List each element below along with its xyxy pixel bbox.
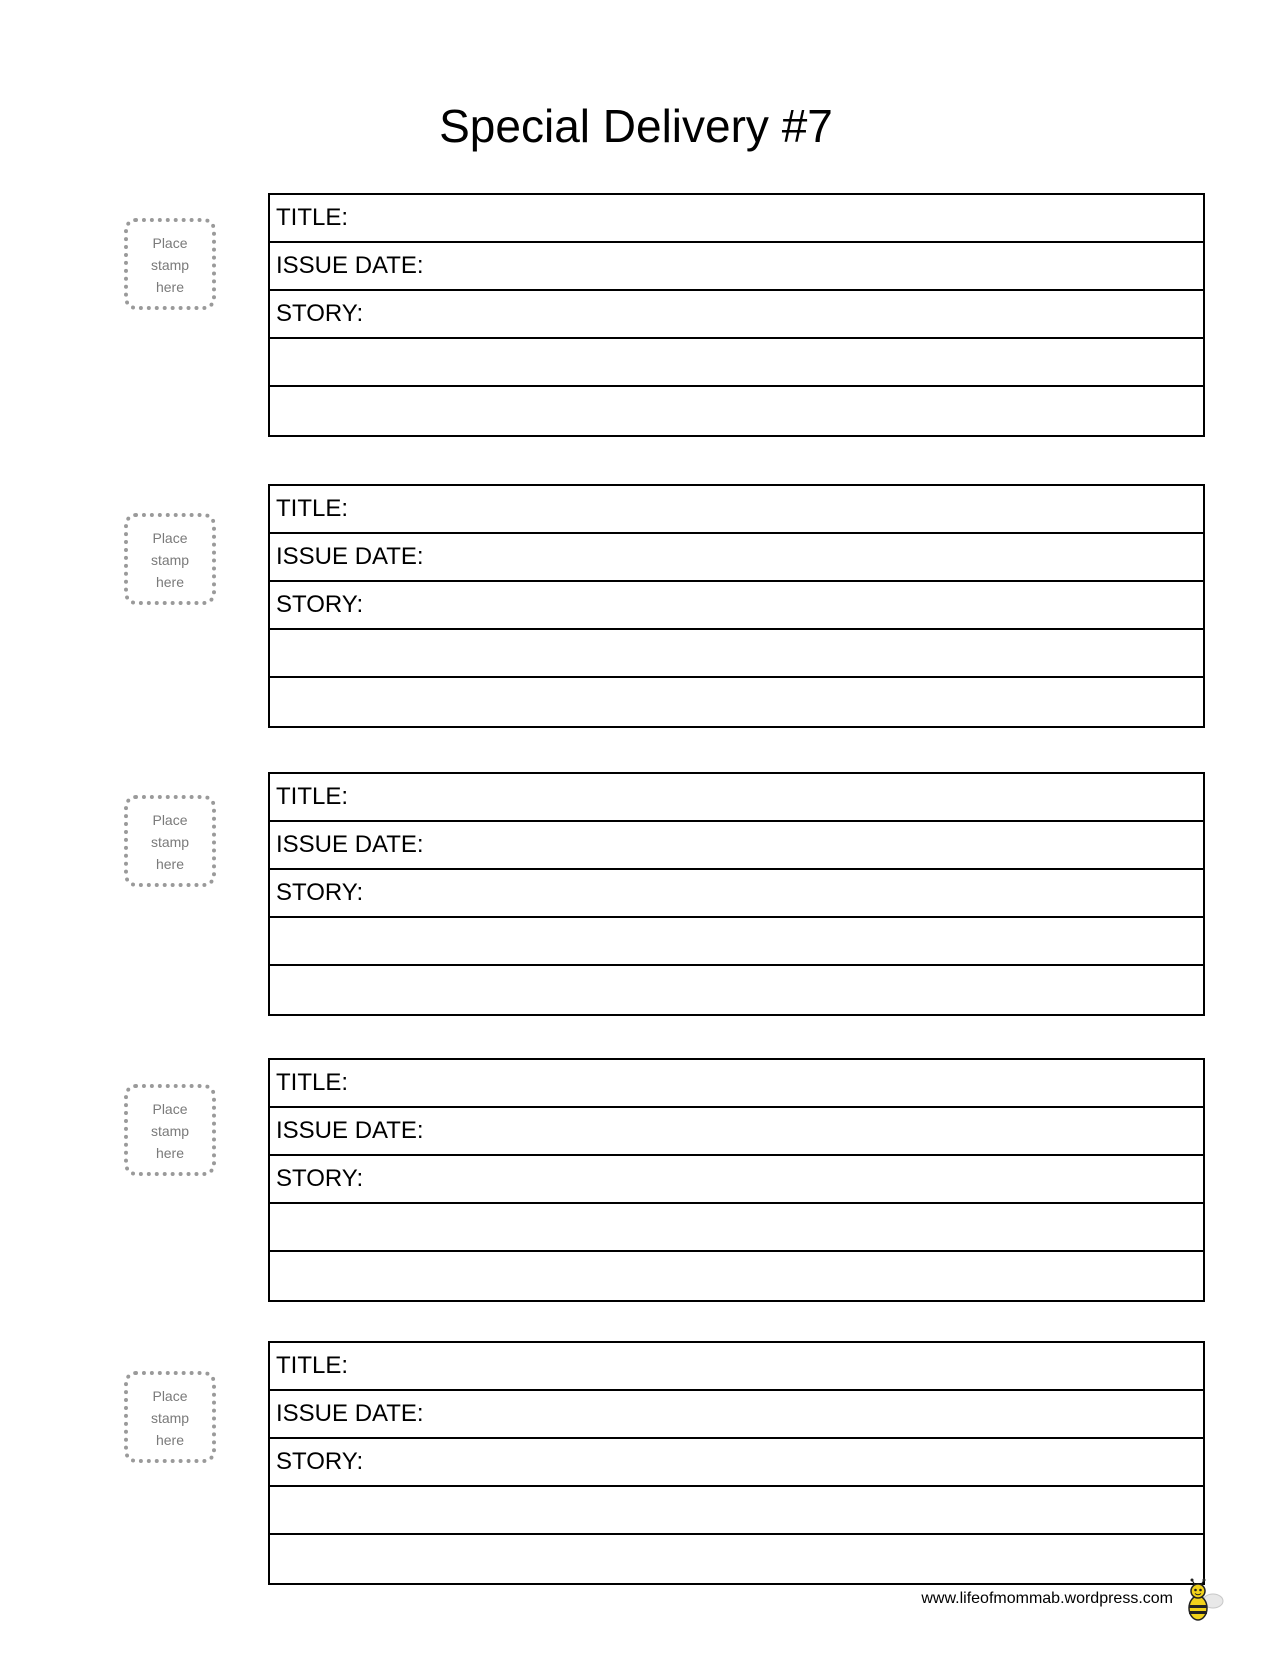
stamp-text-line: Place <box>152 1388 188 1404</box>
stamp-text-line: stamp <box>150 1410 190 1426</box>
stamp-text-line: here <box>155 1145 185 1161</box>
footer-url: www.lifeofmommab.wordpress.com <box>921 1590 1173 1607</box>
issue-date-row[interactable]: ISSUE DATE: <box>270 243 1203 291</box>
issue-date-row[interactable]: ISSUE DATE: <box>270 1108 1203 1156</box>
story-row[interactable]: STORY: <box>270 582 1203 630</box>
title-row[interactable]: TITLE: <box>270 1343 1203 1391</box>
stamp-text-line: stamp <box>150 552 190 568</box>
entry-card <box>268 484 1205 728</box>
stamp-box <box>124 1084 216 1176</box>
stamp-text-line: here <box>155 574 185 590</box>
story-row[interactable]: STORY: <box>270 1156 1203 1204</box>
issue-date-row[interactable]: ISSUE DATE: <box>270 1391 1203 1439</box>
stamp-text-line: Place <box>152 812 188 828</box>
bee-icon <box>1180 1578 1226 1624</box>
stamp-box <box>124 1371 216 1463</box>
stamp-box <box>124 795 216 887</box>
title-row[interactable]: TITLE: <box>270 195 1203 243</box>
stamp-text-line: stamp <box>150 257 190 273</box>
stamp-box <box>124 513 216 605</box>
page-title: Special Delivery #7 <box>439 100 833 152</box>
story-row[interactable]: STORY: <box>270 1439 1203 1487</box>
story-blank-line[interactable] <box>270 1535 1203 1583</box>
story-blank-line[interactable] <box>270 1204 1203 1252</box>
story-blank-line[interactable] <box>270 678 1203 726</box>
stamp-text-line: Place <box>152 1101 188 1117</box>
entry-card <box>268 1341 1205 1585</box>
story-blank-line[interactable] <box>270 339 1203 387</box>
story-blank-line[interactable] <box>270 387 1203 435</box>
story-blank-line[interactable] <box>270 1487 1203 1535</box>
entry-card <box>268 772 1205 1016</box>
entry-card <box>268 1058 1205 1302</box>
stamp-text-line: here <box>155 856 185 872</box>
story-blank-line[interactable] <box>270 966 1203 1014</box>
story-row[interactable]: STORY: <box>270 291 1203 339</box>
story-blank-line[interactable] <box>270 918 1203 966</box>
stamp-box <box>124 218 216 310</box>
stamp-text-line: stamp <box>150 1123 190 1139</box>
stamp-text-line: Place <box>152 235 188 251</box>
title-row[interactable]: TITLE: <box>270 486 1203 534</box>
issue-date-row[interactable]: ISSUE DATE: <box>270 534 1203 582</box>
issue-date-row[interactable]: ISSUE DATE: <box>270 822 1203 870</box>
title-row[interactable]: TITLE: <box>270 1060 1203 1108</box>
stamp-text-line: Place <box>152 530 188 546</box>
entry-card <box>268 193 1205 437</box>
story-blank-line[interactable] <box>270 1252 1203 1300</box>
title-row[interactable]: TITLE: <box>270 774 1203 822</box>
story-row[interactable]: STORY: <box>270 870 1203 918</box>
stamp-text-line: here <box>155 1432 185 1448</box>
stamp-text-line: here <box>155 279 185 295</box>
stamp-text-line: stamp <box>150 834 190 850</box>
story-blank-line[interactable] <box>270 630 1203 678</box>
